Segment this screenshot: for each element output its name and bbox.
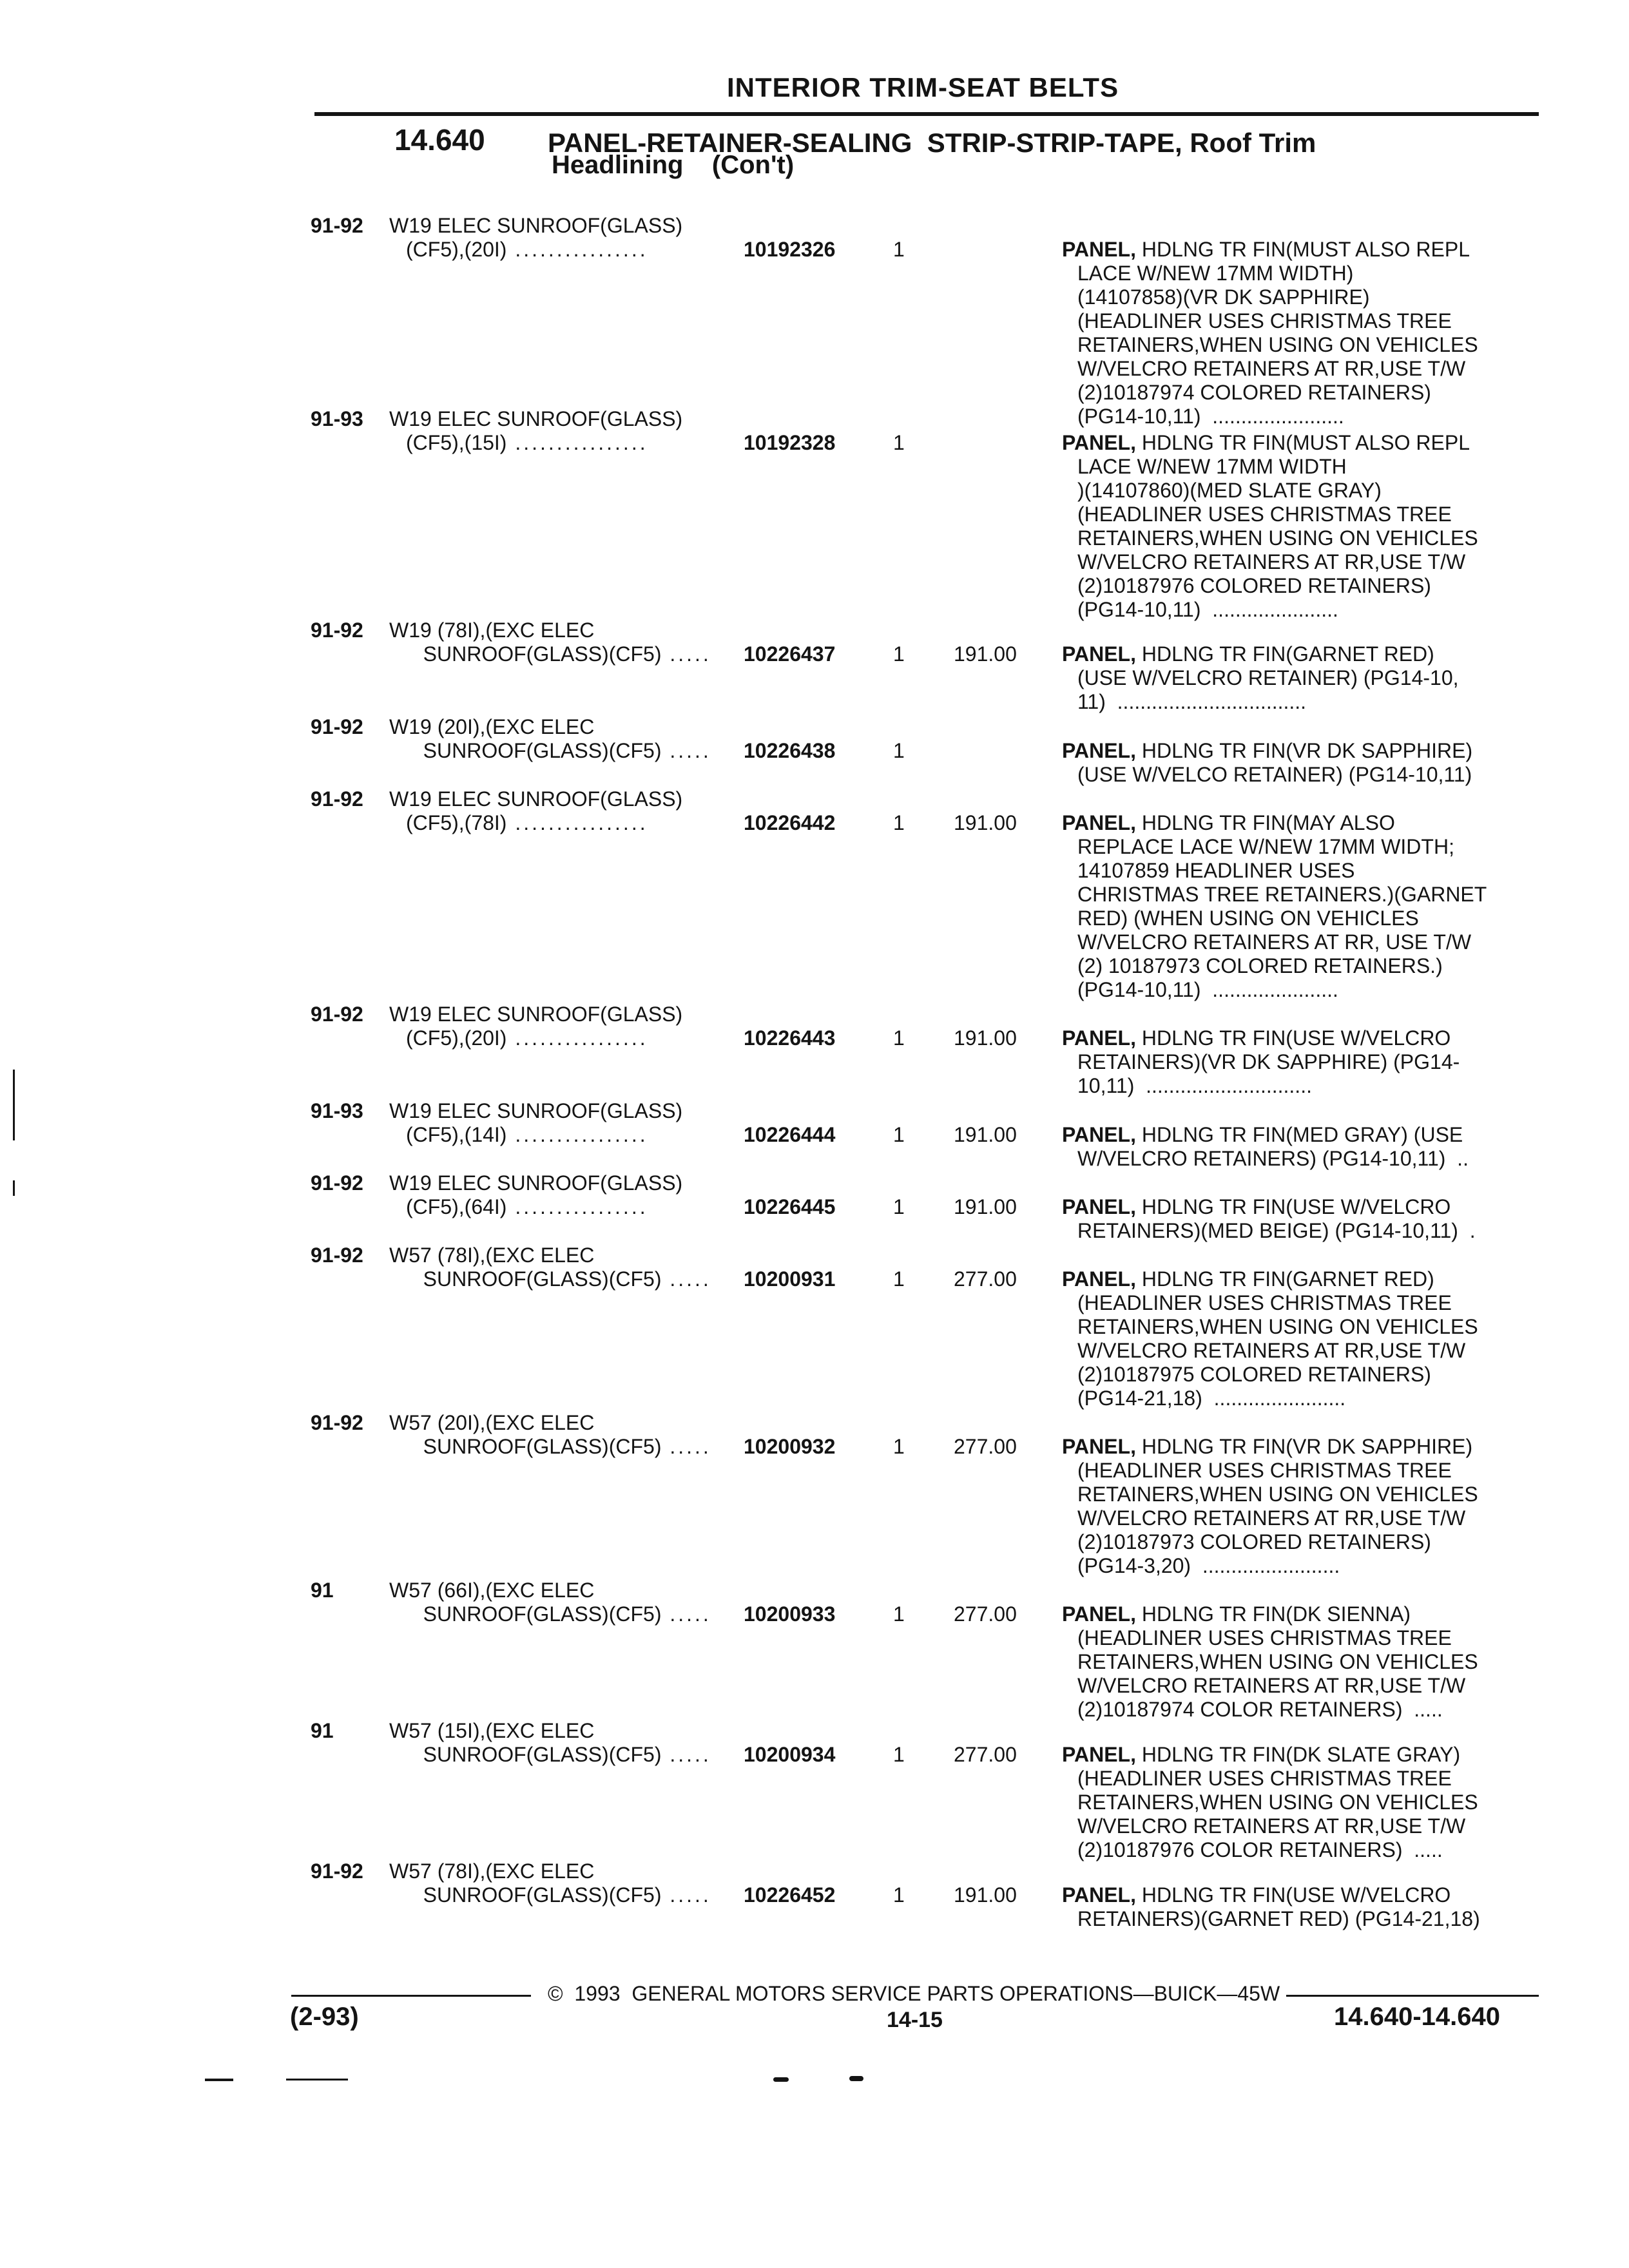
price: 191.00 xyxy=(954,811,1017,834)
model-option-codes xyxy=(406,1195,648,1219)
scan-mark xyxy=(849,2076,863,2081)
quantity: 1 xyxy=(893,1883,905,1907)
option-codes: SUNROOF(GLASS)(CF5) xyxy=(406,642,662,666)
description-line xyxy=(1062,642,1539,666)
description-line: RETAINERS,WHEN USING ON VEHICLES xyxy=(1077,1315,1478,1338)
model-description: W19 ELEC SUNROOF(GLASS) xyxy=(389,1003,683,1026)
quantity: 1 xyxy=(893,811,905,834)
description-text: HDLNG TR FIN(GARNET RED) xyxy=(1135,642,1434,666)
model-option-codes xyxy=(406,1743,711,1767)
model-description: W19 (78I),(EXC ELEC xyxy=(389,619,595,642)
option-codes: SUNROOF(GLASS)(CF5) xyxy=(406,1602,662,1626)
model-description: W57 (78I),(EXC ELEC xyxy=(389,1860,595,1883)
price: 191.00 xyxy=(954,1026,1017,1050)
footer-date-code: (2-93) xyxy=(290,2003,359,2031)
description-line xyxy=(1062,1602,1539,1626)
description-line: W/VELCRO RETAINERS) (PG14-10,11) .. xyxy=(1077,1147,1469,1170)
scan-mark xyxy=(13,1180,15,1196)
model-option-codes xyxy=(406,642,711,666)
description-text: HDLNG TR FIN(VR DK SAPPHIRE) xyxy=(1135,1435,1473,1458)
quantity: 1 xyxy=(893,1743,905,1766)
description-line xyxy=(1062,1195,1539,1219)
model-years: 91 xyxy=(311,1719,334,1742)
description-head: PANEL, xyxy=(1062,431,1136,454)
quantity: 1 xyxy=(893,431,905,454)
model-years: 91-92 xyxy=(311,214,363,237)
part-number: 10226444 xyxy=(744,1123,836,1146)
footer-page-number: 14-15 xyxy=(887,2008,943,2032)
scan-mark xyxy=(773,2077,789,2082)
model-option-codes xyxy=(406,1435,711,1459)
model-option-codes xyxy=(406,1123,648,1147)
quantity: 1 xyxy=(893,1267,905,1291)
quantity: 1 xyxy=(893,1123,905,1146)
price: 277.00 xyxy=(954,1435,1017,1458)
dot-leaders: ..... xyxy=(661,1602,711,1626)
part-description xyxy=(1062,431,1539,622)
part-description xyxy=(1062,1195,1539,1243)
description-text: HDLNG TR FIN(USE W/VELCRO xyxy=(1135,1026,1451,1050)
description-line: W/VELCRO RETAINERS AT RR,USE T/W xyxy=(1077,550,1466,573)
description-text: HDLNG TR FIN(GARNET RED) xyxy=(1135,1267,1434,1291)
description-head: PANEL, xyxy=(1062,1743,1136,1766)
part-number: 10226437 xyxy=(744,642,836,666)
description-head: PANEL, xyxy=(1062,1435,1136,1458)
description-head: PANEL, xyxy=(1062,1883,1136,1907)
model-years: 91-92 xyxy=(311,619,363,642)
model-description: W19 ELEC SUNROOF(GLASS) xyxy=(389,1171,683,1195)
description-line: RETAINERS)(GARNET RED) (PG14-21,18) xyxy=(1077,1907,1480,1930)
description-line: RETAINERS,WHEN USING ON VEHICLES xyxy=(1077,333,1478,356)
description-line: 10,11) ............................. xyxy=(1077,1074,1312,1097)
model-description: W57 (15I),(EXC ELEC xyxy=(389,1719,595,1742)
description-line xyxy=(1062,1883,1539,1907)
quantity: 1 xyxy=(893,238,905,261)
option-codes: SUNROOF(GLASS)(CF5) xyxy=(406,1883,662,1907)
description-line: (2)10187975 COLORED RETAINERS) xyxy=(1077,1363,1431,1386)
description-line: LACE W/NEW 17MM WIDTH xyxy=(1077,455,1347,478)
dot-leaders: ..... xyxy=(661,1743,711,1766)
option-codes: SUNROOF(GLASS)(CF5) xyxy=(406,1267,662,1291)
quantity: 1 xyxy=(893,1195,905,1218)
description-text: HDLNG TR FIN(MUST ALSO REPL xyxy=(1135,238,1470,261)
model-option-codes xyxy=(406,1026,648,1050)
part-description xyxy=(1062,1883,1539,1931)
description-line: RED) (WHEN USING ON VEHICLES xyxy=(1077,907,1419,930)
description-line: 14107859 HEADLINER USES xyxy=(1077,859,1355,882)
model-years: 91-92 xyxy=(311,1003,363,1026)
part-description xyxy=(1062,238,1539,428)
quantity: 1 xyxy=(893,1026,905,1050)
footer-rule-right xyxy=(1286,1995,1539,1997)
description-head: PANEL, xyxy=(1062,1267,1136,1291)
description-line xyxy=(1062,811,1539,835)
footer-rule-left xyxy=(291,1995,531,1997)
description-line: (14107858)(VR DK SAPPHIRE) xyxy=(1077,285,1370,309)
option-codes: SUNROOF(GLASS)(CF5) xyxy=(406,1743,662,1766)
description-line: RETAINERS,WHEN USING ON VEHICLES xyxy=(1077,1483,1478,1506)
model-description: W19 (20I),(EXC ELEC xyxy=(389,715,595,738)
model-option-codes xyxy=(406,1883,711,1907)
description-line xyxy=(1062,1123,1539,1147)
part-number: 10226445 xyxy=(744,1195,836,1218)
model-description: W19 ELEC SUNROOF(GLASS) xyxy=(389,787,683,811)
part-number: 10200932 xyxy=(744,1435,836,1458)
price: 191.00 xyxy=(954,1883,1017,1907)
description-text: HDLNG TR FIN(DK SIENNA) xyxy=(1135,1602,1411,1626)
page-header: INTERIOR TRIM-SEAT BELTS xyxy=(727,72,1119,102)
model-years: 91-93 xyxy=(311,1099,363,1122)
description-head: PANEL, xyxy=(1062,1602,1136,1626)
description-head: PANEL, xyxy=(1062,739,1136,762)
description-line xyxy=(1062,1026,1539,1050)
option-codes: (CF5),(14I) xyxy=(406,1123,507,1146)
description-line: (2)10187976 COLOR RETAINERS) ..... xyxy=(1077,1838,1443,1861)
dot-leaders: ................ xyxy=(506,238,648,261)
description-text: HDLNG TR FIN(USE W/VELCRO xyxy=(1135,1195,1451,1218)
description-line: (HEADLINER USES CHRISTMAS TREE xyxy=(1077,1459,1452,1482)
scan-mark xyxy=(286,2079,348,2081)
price: 277.00 xyxy=(954,1602,1017,1626)
description-line: (HEADLINER USES CHRISTMAS TREE xyxy=(1077,1767,1452,1790)
description-line xyxy=(1062,1743,1539,1767)
description-line: (PG14-10,11) ...................... xyxy=(1077,598,1338,621)
part-description xyxy=(1062,1602,1539,1722)
footer-section-range: 14.640-14.640 xyxy=(1334,2003,1501,2031)
model-option-codes xyxy=(406,811,648,835)
description-text: HDLNG TR FIN(MED GRAY) (USE xyxy=(1135,1123,1463,1146)
model-description: W19 ELEC SUNROOF(GLASS) xyxy=(389,407,683,430)
part-number: 10192328 xyxy=(744,431,836,454)
description-line: (PG14-21,18) ....................... xyxy=(1077,1387,1346,1410)
part-description xyxy=(1062,642,1539,714)
description-line: W/VELCRO RETAINERS AT RR,USE T/W xyxy=(1077,357,1466,380)
part-number: 10200931 xyxy=(744,1267,836,1291)
section-title: PANEL-RETAINER-SEALING STRIP-STRIP-TAPE, Roof Trim xyxy=(548,128,1316,158)
description-line: RETAINERS)(MED BEIGE) (PG14-10,11) . xyxy=(1077,1219,1476,1242)
description-text: HDLNG TR FIN(VR DK SAPPHIRE) xyxy=(1135,739,1473,762)
description-line: (2) 10187973 COLORED RETAINERS.) xyxy=(1077,954,1443,977)
dot-leaders: ................ xyxy=(506,1026,648,1050)
dot-leaders: ..... xyxy=(661,1267,711,1291)
copyright-line: © 1993 GENERAL MOTORS SERVICE PARTS OPERATIONS—BUICK—45W xyxy=(548,1982,1280,2005)
description-line: (PG14-3,20) ........................ xyxy=(1077,1554,1340,1577)
scan-mark xyxy=(205,2079,233,2081)
description-line: RETAINERS,WHEN USING ON VEHICLES xyxy=(1077,526,1478,550)
part-number: 10226438 xyxy=(744,739,836,762)
description-line xyxy=(1062,1435,1539,1459)
option-codes: (CF5),(20I) xyxy=(406,238,507,261)
dot-leaders: ................ xyxy=(506,1123,648,1146)
model-years: 91-92 xyxy=(311,715,363,738)
model-option-codes xyxy=(406,431,648,455)
section-number: 14.640 xyxy=(394,123,485,157)
description-line: 11) ................................. xyxy=(1077,690,1307,713)
part-description xyxy=(1062,739,1539,787)
model-years: 91-93 xyxy=(311,407,363,430)
part-description xyxy=(1062,811,1539,1002)
model-years: 91-92 xyxy=(311,1244,363,1267)
quantity: 1 xyxy=(893,1435,905,1458)
part-number: 10200934 xyxy=(744,1743,836,1766)
description-line: (HEADLINER USES CHRISTMAS TREE xyxy=(1077,309,1452,332)
model-years: 91 xyxy=(311,1579,334,1602)
description-line: (USE W/VELCO RETAINER) (PG14-10,11) xyxy=(1077,763,1472,786)
price: 191.00 xyxy=(954,1195,1017,1218)
description-line: (2)10187974 COLOR RETAINERS) ..... xyxy=(1077,1698,1443,1721)
description-head: PANEL, xyxy=(1062,1195,1136,1218)
description-head: PANEL, xyxy=(1062,642,1136,666)
option-codes: (CF5),(64I) xyxy=(406,1195,507,1218)
description-text: HDLNG TR FIN(MUST ALSO REPL xyxy=(1135,431,1470,454)
section-subtitle: Headlining (Con't) xyxy=(552,151,795,179)
dot-leaders: ................ xyxy=(506,431,648,454)
option-codes: (CF5),(15I) xyxy=(406,431,507,454)
description-line: RETAINERS,WHEN USING ON VEHICLES xyxy=(1077,1650,1478,1673)
description-line: LACE W/NEW 17MM WIDTH) xyxy=(1077,262,1354,285)
description-line: (USE W/VELCRO RETAINER) (PG14-10, xyxy=(1077,666,1459,689)
part-number: 10200933 xyxy=(744,1602,836,1626)
description-line: (PG14-10,11) ....................... xyxy=(1077,405,1344,428)
description-line: RETAINERS,WHEN USING ON VEHICLES xyxy=(1077,1791,1478,1814)
description-line: (HEADLINER USES CHRISTMAS TREE xyxy=(1077,1291,1452,1314)
model-years: 91-92 xyxy=(311,1860,363,1883)
description-line xyxy=(1062,1267,1539,1291)
description-line: W/VELCRO RETAINERS AT RR, USE T/W xyxy=(1077,930,1472,954)
model-years: 91-92 xyxy=(311,787,363,811)
description-line: W/VELCRO RETAINERS AT RR,USE T/W xyxy=(1077,1674,1466,1697)
dot-leaders: ................ xyxy=(506,811,648,834)
description-head: PANEL, xyxy=(1062,1026,1136,1050)
model-description: W57 (20I),(EXC ELEC xyxy=(389,1411,595,1434)
description-text: HDLNG TR FIN(DK SLATE GRAY) xyxy=(1135,1743,1461,1766)
description-line: (PG14-10,11) ...................... xyxy=(1077,978,1338,1001)
description-line xyxy=(1062,431,1539,455)
model-description: W19 ELEC SUNROOF(GLASS) xyxy=(389,1099,683,1122)
dot-leaders: ..... xyxy=(661,1883,711,1907)
model-option-codes xyxy=(406,1267,711,1291)
description-line: (2)10187973 COLORED RETAINERS) xyxy=(1077,1530,1431,1553)
part-description xyxy=(1062,1743,1539,1862)
description-line xyxy=(1062,739,1539,763)
scan-mark xyxy=(13,1070,15,1140)
dot-leaders: ..... xyxy=(661,642,711,666)
part-description xyxy=(1062,1026,1539,1098)
description-line: CHRISTMAS TREE RETAINERS.)(GARNET xyxy=(1077,883,1487,906)
part-number: 10226442 xyxy=(744,811,836,834)
description-line: (HEADLINER USES CHRISTMAS TREE xyxy=(1077,1626,1452,1649)
price: 191.00 xyxy=(954,1123,1017,1146)
option-codes: (CF5),(20I) xyxy=(406,1026,507,1050)
description-line: (HEADLINER USES CHRISTMAS TREE xyxy=(1077,503,1452,526)
price: 191.00 xyxy=(954,642,1017,666)
price: 277.00 xyxy=(954,1743,1017,1766)
description-line: (2)10187976 COLORED RETAINERS) xyxy=(1077,574,1431,597)
description-text: HDLNG TR FIN(MAY ALSO xyxy=(1135,811,1395,834)
option-codes: SUNROOF(GLASS)(CF5) xyxy=(406,739,662,762)
model-years: 91-92 xyxy=(311,1171,363,1195)
description-line: W/VELCRO RETAINERS AT RR,USE T/W xyxy=(1077,1339,1466,1362)
description-line: (2)10187974 COLORED RETAINERS) xyxy=(1077,381,1431,404)
part-description xyxy=(1062,1435,1539,1578)
dot-leaders: ................ xyxy=(506,1195,648,1218)
quantity: 1 xyxy=(893,642,905,666)
model-option-codes xyxy=(406,739,711,763)
description-head: PANEL, xyxy=(1062,238,1136,261)
description-line: REPLACE LACE W/NEW 17MM WIDTH; xyxy=(1077,835,1454,858)
part-number: 10226443 xyxy=(744,1026,836,1050)
description-line: )(14107860)(MED SLATE GRAY) xyxy=(1077,479,1382,502)
description-line: W/VELCRO RETAINERS AT RR,USE T/W xyxy=(1077,1506,1466,1530)
description-head: PANEL, xyxy=(1062,1123,1136,1146)
part-number: 10226452 xyxy=(744,1883,836,1907)
quantity: 1 xyxy=(893,1602,905,1626)
description-head: PANEL, xyxy=(1062,811,1136,834)
price: 277.00 xyxy=(954,1267,1017,1291)
option-codes: SUNROOF(GLASS)(CF5) xyxy=(406,1435,662,1458)
model-description: W19 ELEC SUNROOF(GLASS) xyxy=(389,214,683,237)
model-years: 91-92 xyxy=(311,1411,363,1434)
model-option-codes xyxy=(406,1602,711,1626)
description-line: W/VELCRO RETAINERS AT RR,USE T/W xyxy=(1077,1814,1466,1838)
part-number: 10192326 xyxy=(744,238,836,261)
part-description xyxy=(1062,1267,1539,1410)
option-codes: (CF5),(78I) xyxy=(406,811,507,834)
quantity: 1 xyxy=(893,739,905,762)
part-description xyxy=(1062,1123,1539,1171)
model-description: W57 (66I),(EXC ELEC xyxy=(389,1579,595,1602)
description-line xyxy=(1062,238,1539,262)
model-description: W57 (78I),(EXC ELEC xyxy=(389,1244,595,1267)
description-text: HDLNG TR FIN(USE W/VELCRO xyxy=(1135,1883,1451,1907)
dot-leaders: ..... xyxy=(661,739,711,762)
description-line: RETAINERS)(VR DK SAPPHIRE) (PG14- xyxy=(1077,1050,1460,1073)
model-option-codes xyxy=(406,238,648,262)
dot-leaders: ..... xyxy=(661,1435,711,1458)
